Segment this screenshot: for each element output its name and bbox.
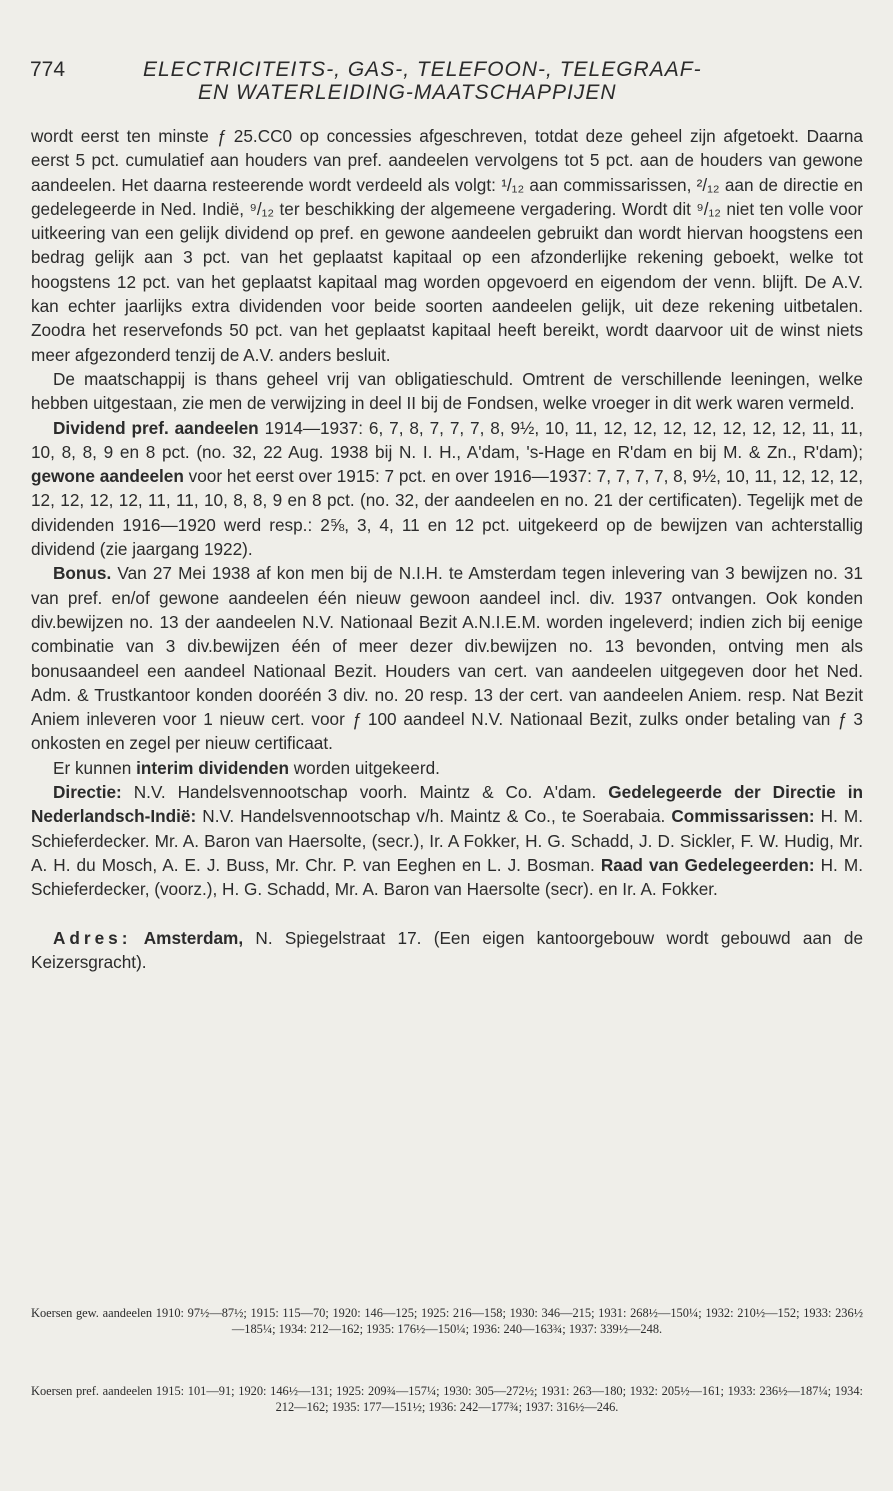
share-prices-ordinary: Koersen gew. aandeelen 1910: 97½—87½; 1915: 115—70; 1920: 146—125; 1925: 216—158; 1930: 346—215; 1931: 268½—150¼; 1932: 210½—152; 1933: 236½—185¼; 1934: 212—162; 1935: 176½—150¼; 1936: 240—163¾; 1937: 339½—248. [31,1306,863,1336]
share-prices-preferred: Koersen pref. aandeelen 1915: 101—91; 1920: 146½—131; 1925: 209¾—157¼; 1930: 305—272½; 1931: 263—180; 1932: 205½—161; 1933: 236½—187¼; 1934: 212—162; 1935: 177—151½; 1936: 242—177¾; 1937: 316½—246. [31,1384,863,1414]
management-paragraph: Directie: N.V. Handelsvennootschap voorh. Maintz & Co. A'dam. Gedelegeerde der Directie in Nederlandsch-Indië: N.V. Handelsvennootschap v/h. Maintz & Co., te Soerabaia. Commissarissen: H. M. Schieferdecker. Mr. A. Baron van Haersolte, (secr.), Ir. A Fokker, H. G. Schadd, J. D. Sickler, F. W. Hudig, Mr. A. H. du Mosch, A. E. J. Buss, Mr. Chr. P. van Eeghen en L. J. Bosman. Raad van Gedelegeerden: H. M. Schieferdecker, (voorz.), H. G. Schadd, Mr. A. Baron van Haersolte (secr). en Ir. A. Fokker. [31,782,863,900]
bonus-paragraph: Bonus. Van 27 Mei 1938 af kon men bij de N.I.H. te Amsterdam tegen inlevering van 3 bewijzen no. 31 van pref. en/of gewone aandeelen één nieuw gewoon aandeel incl. div. 1937 ontvangen. Ook konden div.bewijzen no. 13 der aandeelen N.V. Nationaal Bezit A.N.I.E.M. worden ingeleverd; indien zich bij eenige combinatie van 3 div.bewijzen één of meer dezer div.bewijzen no. 13 bevonden, ontving men als bonusaandeel een aandeel Nationaal Bezit. Houders van cert. van aandeelen uitgegeven door het Ned. Adm. & Trustkantoor konden dooréén 3 div. no. 20 resp. 13 der cert. van aandeelen Aniem. resp. Nat Bezit Aniem inleveren voor 1 nieuw cert. voor ƒ 100 aandeel N.V. Nationaal Bezit, zulks onder betaling van ƒ 3 onkosten en zegel per nieuw certificaat. [31,563,863,754]
page-number: 774 [30,58,66,81]
profit-distribution-paragraph: wordt eerst ten minste ƒ 25.CC0 op concessies afgeschreven, totdat deze geheel zijn afgetoekt. Daarna eerst 5 pct. cumulatief aan houders van pref. aandeelen vervolgens tot 5 pct. aan de houders van gewone aandeelen. Het daarna resteerende wordt verdeeld als volgt: ¹/₁₂ aan commissarissen, ²/₁₂ aan de directie en gedelegeerde in Ned. Indië, ⁹/₁₂ ter beschikking der algemeene vergadering. Wordt dit ⁹/₁₂ niet ten volle voor uitkeering van een gelijk dividend op pref. en gewone aandeelen gebruikt dan wordt hiervan hoogstens een bedrag gelijk aan 3 pct. van het geplaatst kapitaal op een afzonderlijke rekening geboekt, welke tot hoogstens 12 pct. van het geplaatst kapitaal mag worden opgevoerd en eigendom der venn. blijft. De A.V. kan echter jaarlijks extra dividenden voor beide soorten aandeelen gelijk, uit deze rekening uitbetalen. Zoodra het reservefonds 50 pct. van het geplaatst kapitaal heeft bereikt, wordt daarvoor uit de winst niets meer afgezonderd tenzij de A.V. anders besluit. [31,126,863,365]
dividend-paragraph: Dividend pref. aandeelen 1914—1937: 6, 7, 8, 7, 7, 7, 8, 9½, 10, 11, 12, 12, 12, 12, 12, 12, 12, 11, 11, 10, 8, 8, 9 en 8 pct. (no. 32, 22 Aug. 1938 bij N. I. H., A'dam, 's-Hage en R'dam en bij M. & Zn., R'dam); gewone aandeelen voor het eerst over 1915: 7 pct. en over 1916—1937: 7, 7, 7, 7, 8, 9½, 10, 11, 12, 12, 12, 12, 12, 12, 12, 11, 11, 10, 8, 8, 9 en 8 pct. (no. 32, der aandeelen en no. 21 der certificaten). Tegelijk met de dividenden 1916—1920 werd resp.: 2⅝, 3, 4, 11 en 12 pct. uitgekeerd op de bewijzen van achterstallig dividend (zie jaargang 1922). [31,417,864,560]
address-paragraph: Adres: Amsterdam, N. Spiegelstraat 17. (Een eigen kantoorgebouw wordt gebouwd aan de Keizersgracht). [31,927,864,972]
interim-dividend-paragraph: Er kunnen interim dividenden worden uitgekeerd. [53,757,440,778]
bond-debt-paragraph: De maatschappij is thans geheel vrij van obligatieschuld. Omtrent de verschillende leeningen, welke hebben uitgestaan, zie men de verwijzing in deel II bij de Fondsen, welke vroeger in dit werk waren vermeld. [31,368,863,414]
article-body [31,124,863,974]
running-title-line-1: ELECTRICITEITS-, GAS-, TELEFOON-, TELEGRAAF- [143,58,702,81]
running-title-line-2: EN WATERLEIDING-MAATSCHAPPIJEN [198,81,617,104]
